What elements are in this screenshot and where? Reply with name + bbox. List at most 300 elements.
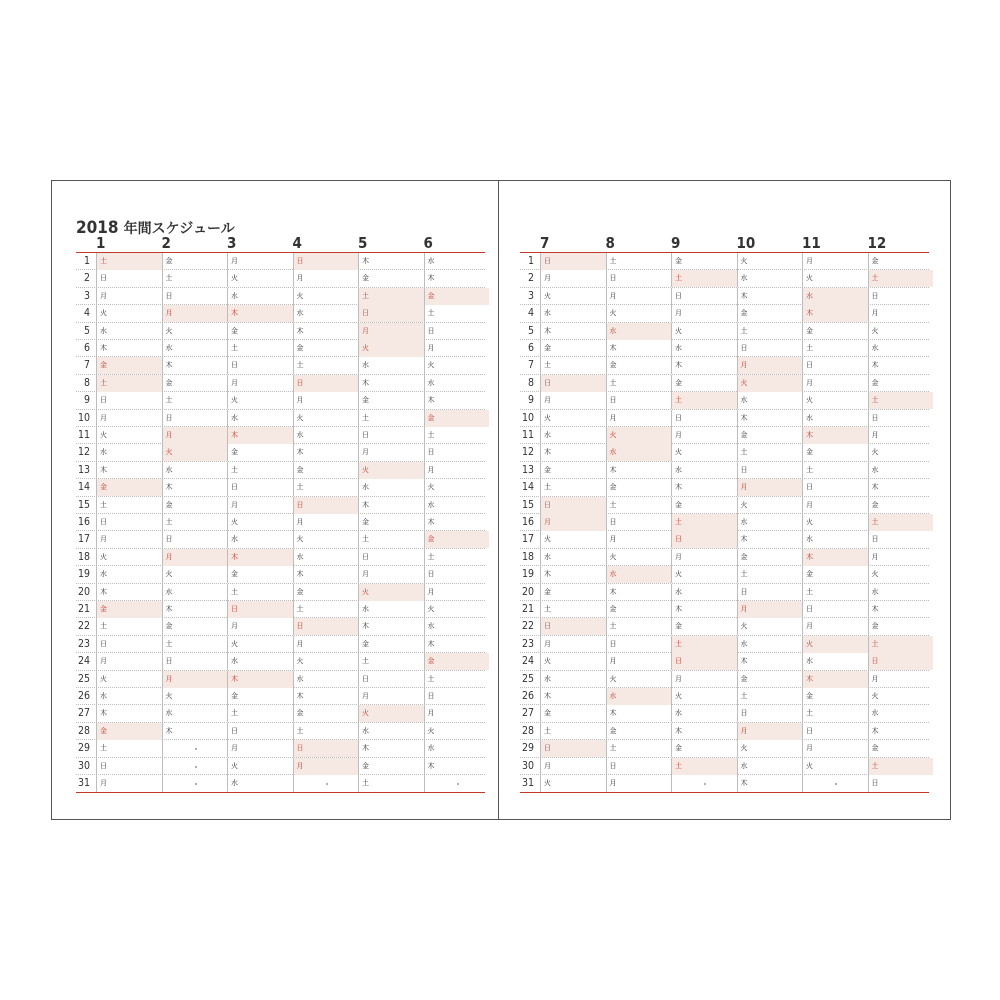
day-cell[interactable] <box>671 497 737 514</box>
day-cell[interactable] <box>96 514 162 531</box>
day-cell[interactable] <box>293 270 359 287</box>
day-cell[interactable] <box>606 514 672 531</box>
day-cell[interactable] <box>162 723 228 740</box>
day-cell[interactable] <box>540 653 606 670</box>
day-cell[interactable] <box>293 671 359 688</box>
day-cell[interactable] <box>737 775 803 792</box>
day-cell[interactable] <box>737 392 803 409</box>
day-cell[interactable] <box>868 288 934 305</box>
day-cell[interactable] <box>540 688 606 705</box>
day-cell[interactable] <box>227 305 293 322</box>
day-cell[interactable] <box>802 705 868 722</box>
day-cell[interactable] <box>737 549 803 566</box>
day-cell[interactable] <box>671 549 737 566</box>
day-cell[interactable] <box>802 531 868 548</box>
day-cell[interactable] <box>96 497 162 514</box>
day-cell[interactable] <box>868 410 934 427</box>
day-cell[interactable] <box>737 357 803 374</box>
day-cell[interactable] <box>227 740 293 757</box>
day-cell[interactable] <box>671 514 737 531</box>
day-cell[interactable] <box>540 723 606 740</box>
day-cell[interactable] <box>737 479 803 496</box>
day-cell[interactable] <box>96 340 162 357</box>
day-cell[interactable] <box>868 253 934 270</box>
day-cell[interactable] <box>293 601 359 618</box>
day-cell[interactable] <box>424 566 490 583</box>
day-cell[interactable] <box>96 392 162 409</box>
day-cell[interactable] <box>606 357 672 374</box>
day-cell[interactable] <box>802 270 868 287</box>
day-cell[interactable] <box>737 305 803 322</box>
day-cell[interactable] <box>868 305 934 322</box>
day-cell[interactable] <box>227 758 293 775</box>
day-cell[interactable] <box>737 462 803 479</box>
day-cell[interactable] <box>737 758 803 775</box>
day-cell[interactable] <box>868 531 934 548</box>
day-cell[interactable] <box>162 288 228 305</box>
day-cell[interactable] <box>96 444 162 461</box>
day-cell[interactable] <box>540 514 606 531</box>
day-cell[interactable] <box>293 549 359 566</box>
day-cell[interactable] <box>737 566 803 583</box>
day-cell[interactable] <box>227 270 293 287</box>
day-cell[interactable] <box>424 410 490 427</box>
day-cell[interactable] <box>540 479 606 496</box>
day-cell[interactable] <box>802 601 868 618</box>
day-cell[interactable] <box>671 340 737 357</box>
day-cell[interactable] <box>293 444 359 461</box>
day-cell[interactable] <box>227 636 293 653</box>
day-cell[interactable] <box>96 740 162 757</box>
day-cell[interactable] <box>424 549 490 566</box>
day-cell[interactable] <box>293 375 359 392</box>
day-cell[interactable] <box>227 584 293 601</box>
day-cell[interactable] <box>540 410 606 427</box>
day-cell[interactable] <box>227 653 293 670</box>
day-cell[interactable] <box>293 497 359 514</box>
day-cell[interactable] <box>802 253 868 270</box>
day-cell[interactable] <box>358 549 424 566</box>
day-cell[interactable] <box>671 479 737 496</box>
day-cell[interactable] <box>671 253 737 270</box>
day-cell[interactable] <box>868 462 934 479</box>
day-cell[interactable] <box>606 427 672 444</box>
day-cell[interactable] <box>424 671 490 688</box>
day-cell[interactable] <box>671 653 737 670</box>
day-cell[interactable] <box>802 462 868 479</box>
day-cell[interactable] <box>227 357 293 374</box>
day-cell[interactable] <box>162 601 228 618</box>
day-cell[interactable] <box>540 392 606 409</box>
day-cell[interactable] <box>540 584 606 601</box>
day-cell[interactable] <box>606 444 672 461</box>
day-cell[interactable] <box>606 775 672 792</box>
day-cell[interactable] <box>737 444 803 461</box>
day-cell[interactable] <box>802 723 868 740</box>
day-cell[interactable] <box>162 636 228 653</box>
day-cell[interactable] <box>802 479 868 496</box>
day-cell[interactable] <box>540 740 606 757</box>
day-cell[interactable] <box>227 514 293 531</box>
day-cell[interactable] <box>358 584 424 601</box>
day-cell[interactable] <box>424 758 490 775</box>
day-cell[interactable] <box>606 410 672 427</box>
day-cell[interactable] <box>737 705 803 722</box>
day-cell[interactable] <box>606 305 672 322</box>
day-cell[interactable] <box>671 357 737 374</box>
day-cell[interactable] <box>293 288 359 305</box>
day-cell[interactable] <box>424 601 490 618</box>
day-cell[interactable] <box>227 566 293 583</box>
day-cell[interactable] <box>293 479 359 496</box>
day-cell[interactable] <box>540 357 606 374</box>
day-cell[interactable] <box>424 531 490 548</box>
day-cell[interactable] <box>868 705 934 722</box>
day-cell[interactable] <box>293 566 359 583</box>
day-cell[interactable] <box>868 340 934 357</box>
day-cell[interactable] <box>293 462 359 479</box>
day-cell[interactable] <box>162 740 228 757</box>
day-cell[interactable] <box>227 705 293 722</box>
day-cell[interactable] <box>96 653 162 670</box>
day-cell[interactable] <box>162 340 228 357</box>
day-cell[interactable] <box>802 444 868 461</box>
day-cell[interactable] <box>540 775 606 792</box>
day-cell[interactable] <box>737 688 803 705</box>
day-cell[interactable] <box>358 410 424 427</box>
day-cell[interactable] <box>868 688 934 705</box>
day-cell[interactable] <box>868 636 934 653</box>
day-cell[interactable] <box>802 305 868 322</box>
day-cell[interactable] <box>737 618 803 635</box>
day-cell[interactable] <box>540 288 606 305</box>
day-cell[interactable] <box>868 479 934 496</box>
day-cell[interactable] <box>424 323 490 340</box>
day-cell[interactable] <box>96 705 162 722</box>
day-cell[interactable] <box>162 531 228 548</box>
day-cell[interactable] <box>868 584 934 601</box>
day-cell[interactable] <box>802 427 868 444</box>
day-cell[interactable] <box>606 375 672 392</box>
day-cell[interactable] <box>358 601 424 618</box>
day-cell[interactable] <box>868 497 934 514</box>
day-cell[interactable] <box>96 270 162 287</box>
day-cell[interactable] <box>424 427 490 444</box>
day-cell[interactable] <box>358 514 424 531</box>
day-cell[interactable] <box>162 566 228 583</box>
day-cell[interactable] <box>868 375 934 392</box>
day-cell[interactable] <box>96 775 162 792</box>
day-cell[interactable] <box>96 531 162 548</box>
day-cell[interactable] <box>737 653 803 670</box>
day-cell[interactable] <box>358 758 424 775</box>
day-cell[interactable] <box>671 723 737 740</box>
day-cell[interactable] <box>868 514 934 531</box>
day-cell[interactable] <box>162 427 228 444</box>
day-cell[interactable] <box>293 740 359 757</box>
day-cell[interactable] <box>737 323 803 340</box>
day-cell[interactable] <box>96 671 162 688</box>
day-cell[interactable] <box>96 410 162 427</box>
day-cell[interactable] <box>358 340 424 357</box>
day-cell[interactable] <box>162 705 228 722</box>
day-cell[interactable] <box>162 618 228 635</box>
day-cell[interactable] <box>737 340 803 357</box>
day-cell[interactable] <box>671 601 737 618</box>
day-cell[interactable] <box>671 636 737 653</box>
day-cell[interactable] <box>737 671 803 688</box>
day-cell[interactable] <box>358 618 424 635</box>
day-cell[interactable] <box>358 531 424 548</box>
day-cell[interactable] <box>606 618 672 635</box>
day-cell[interactable] <box>96 758 162 775</box>
day-cell[interactable] <box>802 288 868 305</box>
day-cell[interactable] <box>162 688 228 705</box>
day-cell[interactable] <box>358 705 424 722</box>
day-cell[interactable] <box>96 549 162 566</box>
day-cell[interactable] <box>868 357 934 374</box>
day-cell[interactable] <box>96 253 162 270</box>
day-cell[interactable] <box>606 270 672 287</box>
day-cell[interactable] <box>737 584 803 601</box>
day-cell[interactable] <box>162 270 228 287</box>
day-cell[interactable] <box>424 357 490 374</box>
day-cell[interactable] <box>227 253 293 270</box>
day-cell[interactable] <box>671 392 737 409</box>
day-cell[interactable] <box>540 618 606 635</box>
day-cell[interactable] <box>293 427 359 444</box>
day-cell[interactable] <box>227 618 293 635</box>
day-cell[interactable] <box>737 410 803 427</box>
day-cell[interactable] <box>162 775 228 792</box>
day-cell[interactable] <box>162 462 228 479</box>
day-cell[interactable] <box>606 584 672 601</box>
day-cell[interactable] <box>671 705 737 722</box>
day-cell[interactable] <box>737 253 803 270</box>
day-cell[interactable] <box>606 479 672 496</box>
day-cell[interactable] <box>424 688 490 705</box>
day-cell[interactable] <box>868 323 934 340</box>
day-cell[interactable] <box>802 514 868 531</box>
day-cell[interactable] <box>540 427 606 444</box>
day-cell[interactable] <box>671 462 737 479</box>
day-cell[interactable] <box>293 357 359 374</box>
day-cell[interactable] <box>227 775 293 792</box>
day-cell[interactable] <box>227 375 293 392</box>
day-cell[interactable] <box>606 253 672 270</box>
day-cell[interactable] <box>540 253 606 270</box>
day-cell[interactable] <box>227 427 293 444</box>
day-cell[interactable] <box>162 514 228 531</box>
day-cell[interactable] <box>424 653 490 670</box>
day-cell[interactable] <box>358 566 424 583</box>
day-cell[interactable] <box>606 653 672 670</box>
day-cell[interactable] <box>540 444 606 461</box>
day-cell[interactable] <box>802 340 868 357</box>
day-cell[interactable] <box>358 444 424 461</box>
day-cell[interactable] <box>227 723 293 740</box>
day-cell[interactable] <box>671 444 737 461</box>
day-cell[interactable] <box>424 740 490 757</box>
day-cell[interactable] <box>606 288 672 305</box>
day-cell[interactable] <box>737 375 803 392</box>
day-cell[interactable] <box>606 549 672 566</box>
day-cell[interactable] <box>424 288 490 305</box>
day-cell[interactable] <box>606 758 672 775</box>
day-cell[interactable] <box>606 392 672 409</box>
day-cell[interactable] <box>540 758 606 775</box>
day-cell[interactable] <box>606 340 672 357</box>
day-cell[interactable] <box>671 323 737 340</box>
day-cell[interactable] <box>162 305 228 322</box>
day-cell[interactable] <box>96 566 162 583</box>
day-cell[interactable] <box>358 392 424 409</box>
day-cell[interactable] <box>424 514 490 531</box>
day-cell[interactable] <box>358 288 424 305</box>
day-cell[interactable] <box>540 549 606 566</box>
day-cell[interactable] <box>737 288 803 305</box>
day-cell[interactable] <box>802 775 868 792</box>
day-cell[interactable] <box>802 618 868 635</box>
day-cell[interactable] <box>293 514 359 531</box>
day-cell[interactable] <box>358 688 424 705</box>
day-cell[interactable] <box>802 758 868 775</box>
day-cell[interactable] <box>96 375 162 392</box>
day-cell[interactable] <box>540 270 606 287</box>
day-cell[interactable] <box>293 723 359 740</box>
day-cell[interactable] <box>424 479 490 496</box>
day-cell[interactable] <box>802 323 868 340</box>
day-cell[interactable] <box>540 305 606 322</box>
day-cell[interactable] <box>540 705 606 722</box>
day-cell[interactable] <box>162 584 228 601</box>
day-cell[interactable] <box>671 288 737 305</box>
day-cell[interactable] <box>227 340 293 357</box>
day-cell[interactable] <box>162 392 228 409</box>
day-cell[interactable] <box>358 375 424 392</box>
day-cell[interactable] <box>606 497 672 514</box>
day-cell[interactable] <box>671 775 737 792</box>
day-cell[interactable] <box>802 653 868 670</box>
day-cell[interactable] <box>868 758 934 775</box>
day-cell[interactable] <box>671 410 737 427</box>
day-cell[interactable] <box>606 740 672 757</box>
day-cell[interactable] <box>358 323 424 340</box>
day-cell[interactable] <box>606 636 672 653</box>
day-cell[interactable] <box>227 601 293 618</box>
day-cell[interactable] <box>606 723 672 740</box>
day-cell[interactable] <box>227 479 293 496</box>
day-cell[interactable] <box>227 497 293 514</box>
day-cell[interactable] <box>868 723 934 740</box>
day-cell[interactable] <box>424 253 490 270</box>
day-cell[interactable] <box>424 375 490 392</box>
day-cell[interactable] <box>868 618 934 635</box>
day-cell[interactable] <box>868 775 934 792</box>
day-cell[interactable] <box>293 653 359 670</box>
day-cell[interactable] <box>424 636 490 653</box>
day-cell[interactable] <box>606 688 672 705</box>
day-cell[interactable] <box>424 305 490 322</box>
day-cell[interactable] <box>162 671 228 688</box>
day-cell[interactable] <box>162 497 228 514</box>
day-cell[interactable] <box>227 671 293 688</box>
day-cell[interactable] <box>540 671 606 688</box>
day-cell[interactable] <box>737 723 803 740</box>
day-cell[interactable] <box>802 497 868 514</box>
day-cell[interactable] <box>424 497 490 514</box>
day-cell[interactable] <box>96 584 162 601</box>
day-cell[interactable] <box>96 427 162 444</box>
day-cell[interactable] <box>671 758 737 775</box>
day-cell[interactable] <box>671 270 737 287</box>
day-cell[interactable] <box>424 775 490 792</box>
day-cell[interactable] <box>737 636 803 653</box>
day-cell[interactable] <box>540 566 606 583</box>
day-cell[interactable] <box>868 444 934 461</box>
day-cell[interactable] <box>540 601 606 618</box>
day-cell[interactable] <box>424 444 490 461</box>
day-cell[interactable] <box>737 601 803 618</box>
day-cell[interactable] <box>227 444 293 461</box>
day-cell[interactable] <box>737 514 803 531</box>
day-cell[interactable] <box>358 270 424 287</box>
day-cell[interactable] <box>737 497 803 514</box>
day-cell[interactable] <box>358 253 424 270</box>
day-cell[interactable] <box>671 305 737 322</box>
day-cell[interactable] <box>227 410 293 427</box>
day-cell[interactable] <box>162 549 228 566</box>
day-cell[interactable] <box>802 549 868 566</box>
day-cell[interactable] <box>868 740 934 757</box>
day-cell[interactable] <box>424 618 490 635</box>
day-cell[interactable] <box>802 671 868 688</box>
day-cell[interactable] <box>671 618 737 635</box>
day-cell[interactable] <box>227 392 293 409</box>
day-cell[interactable] <box>671 740 737 757</box>
day-cell[interactable] <box>358 723 424 740</box>
day-cell[interactable] <box>227 288 293 305</box>
day-cell[interactable] <box>358 653 424 670</box>
day-cell[interactable] <box>358 497 424 514</box>
day-cell[interactable] <box>540 375 606 392</box>
day-cell[interactable] <box>802 392 868 409</box>
day-cell[interactable] <box>162 323 228 340</box>
day-cell[interactable] <box>540 323 606 340</box>
day-cell[interactable] <box>358 479 424 496</box>
day-cell[interactable] <box>671 427 737 444</box>
day-cell[interactable] <box>96 479 162 496</box>
day-cell[interactable] <box>227 549 293 566</box>
day-cell[interactable] <box>162 653 228 670</box>
day-cell[interactable] <box>802 688 868 705</box>
day-cell[interactable] <box>96 288 162 305</box>
day-cell[interactable] <box>293 410 359 427</box>
day-cell[interactable] <box>606 462 672 479</box>
day-cell[interactable] <box>802 375 868 392</box>
day-cell[interactable] <box>358 636 424 653</box>
day-cell[interactable] <box>606 601 672 618</box>
day-cell[interactable] <box>424 705 490 722</box>
day-cell[interactable] <box>802 636 868 653</box>
day-cell[interactable] <box>293 705 359 722</box>
day-cell[interactable] <box>868 270 934 287</box>
day-cell[interactable] <box>424 462 490 479</box>
day-cell[interactable] <box>358 462 424 479</box>
day-cell[interactable] <box>96 688 162 705</box>
day-cell[interactable] <box>96 323 162 340</box>
day-cell[interactable] <box>293 618 359 635</box>
